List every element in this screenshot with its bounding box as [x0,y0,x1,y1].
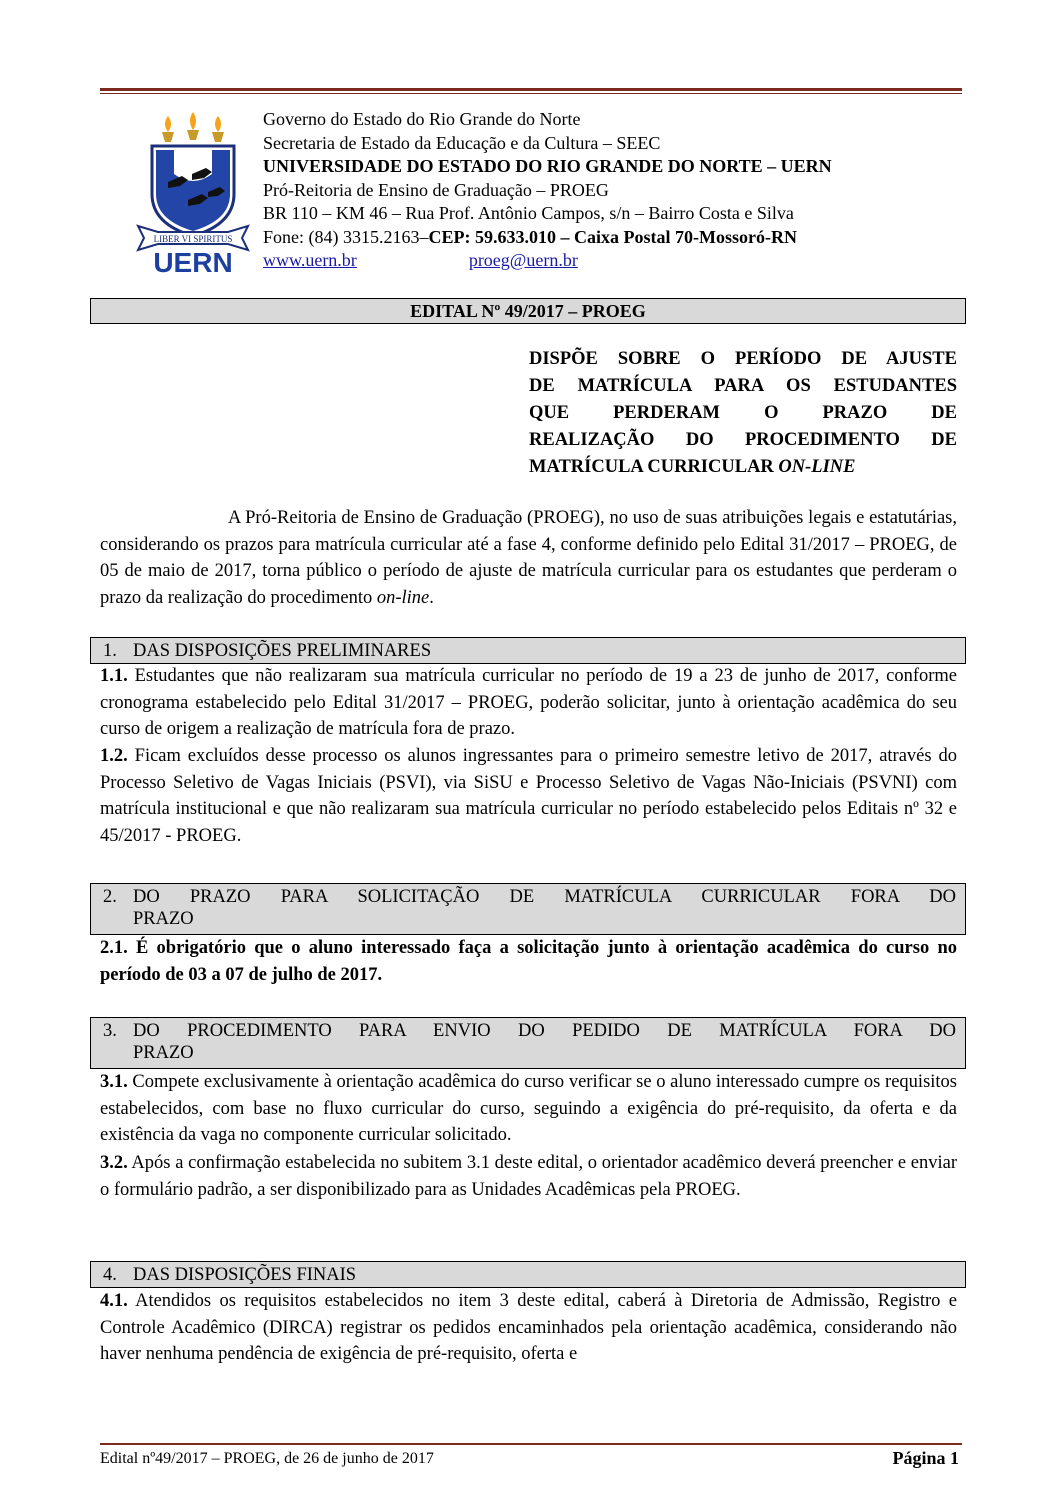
item-text: Compete exclusivamente à orientação acadêmica do curso verificar se o aluno interessado cumpre os requisitos estabelecidos, com base no fluxo curricular do curso, seguindo a exigência do pré-requisito, da oferta e da existência da vaga no componente curricular solicitado. [100,1072,957,1145]
item-text: Ficam excluídos desse processo os alunos ingressantes para o primeiro semestre letivo de 2017, através do Processo Seletivo de Vagas Iniciais (PSVI), via SiSU e Processo Seletivo de Vagas Não-Iniciais (PSVNI) com matrícula institucional e que não realizaram sua matrícula curricular no período estabelecido pelos Editais nº 32 e 45/2017 - PROEG. [100,746,957,846]
item-number: 3.2. [100,1153,128,1173]
section-4-heading [90,1261,966,1288]
section-number: 4. [103,1265,117,1285]
institution-header [263,108,832,273]
header-line-proeg: Pró-Reitoria de Ensino de Graduação – PROEG [263,179,609,200]
header-cep: CEP: 59.633.010 – Caixa Postal 70-Mossoró-RN [428,226,797,247]
section-title-cont: PRAZO [133,909,194,929]
header-line-address: BR 110 – KM 46 – Rua Prof. Antônio Campos, s/n – Bairro Costa e Silva [263,203,794,223]
torch-icon [162,112,224,142]
intro-paragraph [100,505,957,611]
intro-end: . [429,587,434,608]
item-3-1 [100,1069,957,1149]
ementa-line [529,454,957,481]
section-title: DAS DISPOSIÇÕES FINAIS [133,1265,357,1285]
item-1-1 [100,663,957,743]
header-line-government: Governo do Estado do Rio Grande do Norte [263,109,581,129]
header-phone: Fone: (84) 3315.2163– [263,226,429,247]
intro-text: A Pró-Reitoria de Ensino de Graduação (PROEG), no uso de suas atribuições legais e estatutárias, considerando os prazos para matrícula curricular até a fase 4, conforme definido pelo Edital 31/2017 – PROEG, de 05 de maio de 2017, torna público o período de ajuste de matrícula curricular para os estudantes que perderam o prazo da realização do procedimento [100,508,957,608]
item-text: Estudantes que não realizaram sua matrícula curricular no período de 19 a 23 de junho de 2017, conforme cronograma estabelecido pelo Edital 31/2017 – PROEG, poderão solicitar, junto à orientação acadêmica do seu curso de origem a realização de matrícula fora de prazo. [100,666,957,739]
header-top-rule-thin [100,93,962,94]
ementa-line: DE MATRÍCULA PARA OS ESTUDANTES [529,376,957,396]
item-1-2 [100,743,957,849]
item-number: 4.1. [100,1291,128,1311]
ementa-text: MATRÍCULA CURRICULAR [529,457,779,477]
section-title-cont: PRAZO [133,1043,194,1063]
section-title: DO PRAZO PARA SOLICITAÇÃO DE MATRÍCULA CURRICULAR FORA DO [133,887,956,907]
uern-logo [134,108,252,276]
item-4-1 [100,1288,957,1368]
website-link[interactable]: www.uern.br [263,250,357,270]
logo-wordmark: UERN [153,247,233,276]
section-3-heading [90,1017,966,1069]
item-2-1: 2.1. É obrigatório que o aluno interessado faça a solicitação junto à orientação acadêmica do curso no período de 03 a 07 de julho de 2017. [100,938,957,985]
section-number: 2. [103,887,117,907]
item-text: Após a confirmação estabelecida no subitem 3.1 deste edital, o orientador acadêmico deverá preencher e enviar o formulário padrão, a ser disponibilizado para as Unidades Acadêmicas pela PROEG. [100,1153,957,1200]
header-line-contact [263,226,832,250]
header-line-secretariat: Secretaria de Estado da Educação e da Cultura – SEEC [263,132,661,153]
section-number: 1. [103,641,117,661]
header-line-university: UNIVERSIDADE DO ESTADO DO RIO GRANDE DO NORTE – UERN [263,156,832,176]
section-2-heading [90,883,966,935]
section-number: 3. [103,1021,117,1041]
section-title: DAS DISPOSIÇÕES PRELIMINARES [133,641,432,661]
edital-title: EDITAL Nº 49/2017 – PROEG [90,298,966,324]
page-number: Página 1 [892,1448,959,1468]
ementa-line: DISPÕE SOBRE O PERÍODO DE AJUSTE [529,349,957,369]
ementa-italic: ON-LINE [778,457,856,477]
ementa-line: REALIZAÇÃO DO PROCEDIMENTO DE [529,430,957,450]
edital-ementa [529,346,957,481]
logo-motto: LIBER VI SPIRITUS [153,234,233,244]
header-top-rule [100,88,962,91]
item-text: Atendidos os requisitos estabelecidos no item 3 deste edital, caberá à Diretoria de Admissão, Registro e Controle Acadêmico (DIRCA) registrar os pedidos encaminhados pela orientação acadêmica, considerando não haver nenhuma pendência de exigência de pré-requisito, oferta e [100,1291,957,1364]
section-title: DO PROCEDIMENTO PARA ENVIO DO PEDIDO DE MATRÍCULA FORA DO [133,1021,956,1041]
item-number: 3.1. [100,1072,128,1092]
item-3-2 [100,1150,957,1203]
item-number: 1.1. [100,666,128,686]
header-links [263,249,832,273]
ementa-line: QUE PERDERAM O PRAZO DE [529,403,957,423]
email-link[interactable]: proeg@uern.br [468,250,578,270]
intro-italic: on-line [376,587,430,608]
section-1-heading [90,637,966,664]
footer-rule [100,1443,962,1445]
item-number: 1.2. [100,746,128,766]
footer-edital-reference: Edital nº49/2017 – PROEG, de 26 de junho de 2017 [100,1450,434,1467]
